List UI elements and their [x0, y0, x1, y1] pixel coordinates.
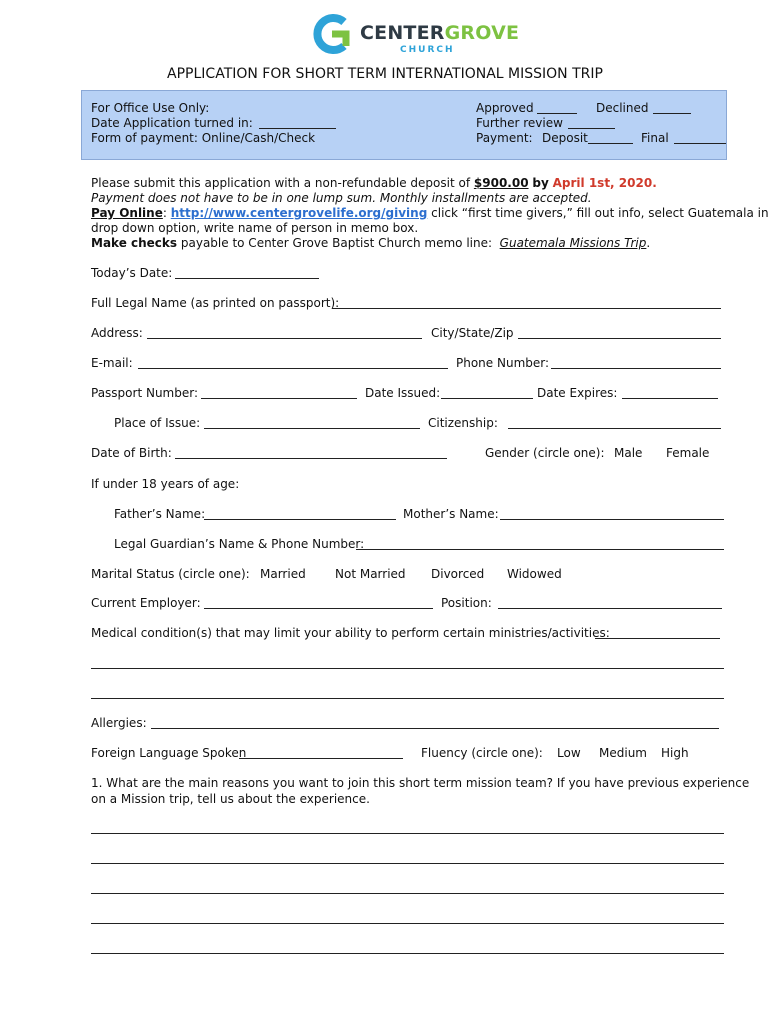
date-turned-in-field[interactable] [259, 128, 336, 129]
final-field[interactable] [674, 143, 726, 144]
pay-online-line: Pay Online: http://www.centergrovelife.org/giving click “first time givers,” fill out info, select Guatemala in [91, 206, 769, 220]
under-18-label: If under 18 years of age: [91, 477, 240, 491]
father-name-field[interactable] [204, 519, 396, 520]
email-field[interactable] [138, 368, 448, 369]
todays-date-field[interactable] [175, 278, 319, 279]
dob-label: Date of Birth: [91, 446, 172, 460]
gender-female-option[interactable]: Female [666, 446, 710, 460]
gender-label: Gender (circle one): [485, 446, 605, 460]
deposit-label: Deposit [542, 131, 588, 145]
place-of-issue-label: Place of Issue: [114, 416, 201, 430]
declined-label: Declined [596, 101, 649, 115]
medical-field-1[interactable] [595, 638, 720, 639]
make-checks-line: Make checks payable to Center Grove Baptist Church memo line: Guatemala Missions Trip. [91, 236, 651, 250]
mother-name-field[interactable] [500, 519, 724, 520]
position-label: Position: [441, 596, 492, 610]
question-1-text: 1. What are the main reasons you want to join this short term mission team? If you have previous experience [91, 776, 750, 790]
fluency-low-option[interactable]: Low [557, 746, 581, 760]
question-1-answer-line[interactable] [91, 863, 724, 864]
marital-divorced-option[interactable]: Divorced [431, 567, 485, 581]
guardian-label: Legal Guardian’s Name & Phone Number: [114, 537, 365, 551]
page-title: APPLICATION FOR SHORT TERM INTERNATIONAL MISSION TRIP [167, 66, 603, 82]
memo-line-text: Guatemala Missions Trip [499, 236, 647, 250]
city-state-zip-label: City/State/Zip [431, 326, 514, 340]
date-expires-field[interactable] [622, 398, 718, 399]
marital-married-option[interactable]: Married [260, 567, 306, 581]
further-review-label: Further review [476, 116, 563, 130]
passport-number-field[interactable] [201, 398, 357, 399]
allergies-field[interactable] [151, 728, 719, 729]
question-1-answer-line[interactable] [91, 923, 724, 924]
mother-name-label: Mother’s Name: [403, 507, 499, 521]
full-name-label: Full Legal Name (as printed on passport): [91, 296, 340, 310]
further-review-field[interactable] [568, 128, 615, 129]
allergies-label: Allergies: [91, 716, 147, 730]
final-label: Final [641, 131, 669, 145]
language-label: Foreign Language Spoken [91, 746, 247, 760]
address-label: Address: [91, 326, 143, 340]
question-1-answer-line[interactable] [91, 893, 724, 894]
date-issued-label: Date Issued: [365, 386, 441, 400]
question-1-answer-line[interactable] [91, 953, 724, 954]
declined-field[interactable] [653, 113, 691, 114]
medical-field-3[interactable] [91, 698, 724, 699]
fluency-high-option[interactable]: High [661, 746, 689, 760]
deposit-field[interactable] [588, 143, 633, 144]
date-expires-label: Date Expires: [537, 386, 618, 400]
giving-link[interactable]: http://www.centergrovelife.org/giving [170, 206, 428, 220]
question-1-text-2: on a Mission trip, tell us about the experience. [91, 792, 370, 806]
approved-field[interactable] [537, 113, 577, 114]
logo-subtitle: CHURCH [400, 45, 455, 55]
church-logo [310, 12, 520, 58]
employer-field[interactable] [204, 608, 433, 609]
todays-date-label: Today’s Date: [91, 266, 173, 280]
form-of-payment-label: Form of payment: Online/Cash/Check [91, 131, 316, 145]
father-name-label: Father’s Name: [114, 507, 206, 521]
place-of-issue-field[interactable] [204, 428, 420, 429]
citizenship-field[interactable] [508, 428, 721, 429]
marital-widowed-option[interactable]: Widowed [507, 567, 562, 581]
question-1-answer-line[interactable] [91, 833, 724, 834]
phone-label: Phone Number: [456, 356, 550, 370]
logo-wordmark: CENTERGROVE [360, 22, 520, 44]
medical-label: Medical condition(s) that may limit your ability to perform certain ministries/activities: [91, 626, 610, 640]
fluency-label: Fluency (circle one): [421, 746, 543, 760]
address-field[interactable] [147, 338, 422, 339]
full-name-field[interactable] [332, 308, 721, 309]
medical-field-2[interactable] [91, 668, 724, 669]
guardian-field[interactable] [356, 549, 724, 550]
date-turned-in-label: Date Application turned in: [91, 116, 253, 130]
gender-male-option[interactable]: Male [614, 446, 643, 460]
pay-online-line-2: drop down option, write name of person in memo box. [91, 221, 419, 235]
office-use-box [81, 90, 727, 160]
deadline: April 1st, 2020. [552, 176, 657, 190]
marital-not-married-option[interactable]: Not Married [335, 567, 406, 581]
installments-note: Payment does not have to be in one lump sum. Monthly installments are accepted. [91, 191, 592, 205]
citizenship-label: Citizenship: [428, 416, 498, 430]
email-label: E-mail: [91, 356, 133, 370]
logo-mark-icon [310, 12, 354, 56]
employer-label: Current Employer: [91, 596, 201, 610]
position-field[interactable] [498, 608, 722, 609]
payment-label: Payment: [476, 131, 533, 145]
dob-field[interactable] [175, 458, 447, 459]
approved-label: Approved [476, 101, 534, 115]
phone-field[interactable] [551, 368, 721, 369]
date-issued-field[interactable] [441, 398, 533, 399]
deposit-instructions: Please submit this application with a non-refundable deposit of $900.00 by April 1st, 2020. [91, 176, 657, 190]
office-use-label: For Office Use Only: [91, 101, 210, 115]
deposit-amount: $900.00 [473, 176, 529, 190]
fluency-medium-option[interactable]: Medium [599, 746, 647, 760]
passport-number-label: Passport Number: [91, 386, 199, 400]
marital-status-label: Marital Status (circle one): [91, 567, 250, 581]
language-field[interactable] [239, 758, 403, 759]
city-state-zip-field[interactable] [518, 338, 721, 339]
